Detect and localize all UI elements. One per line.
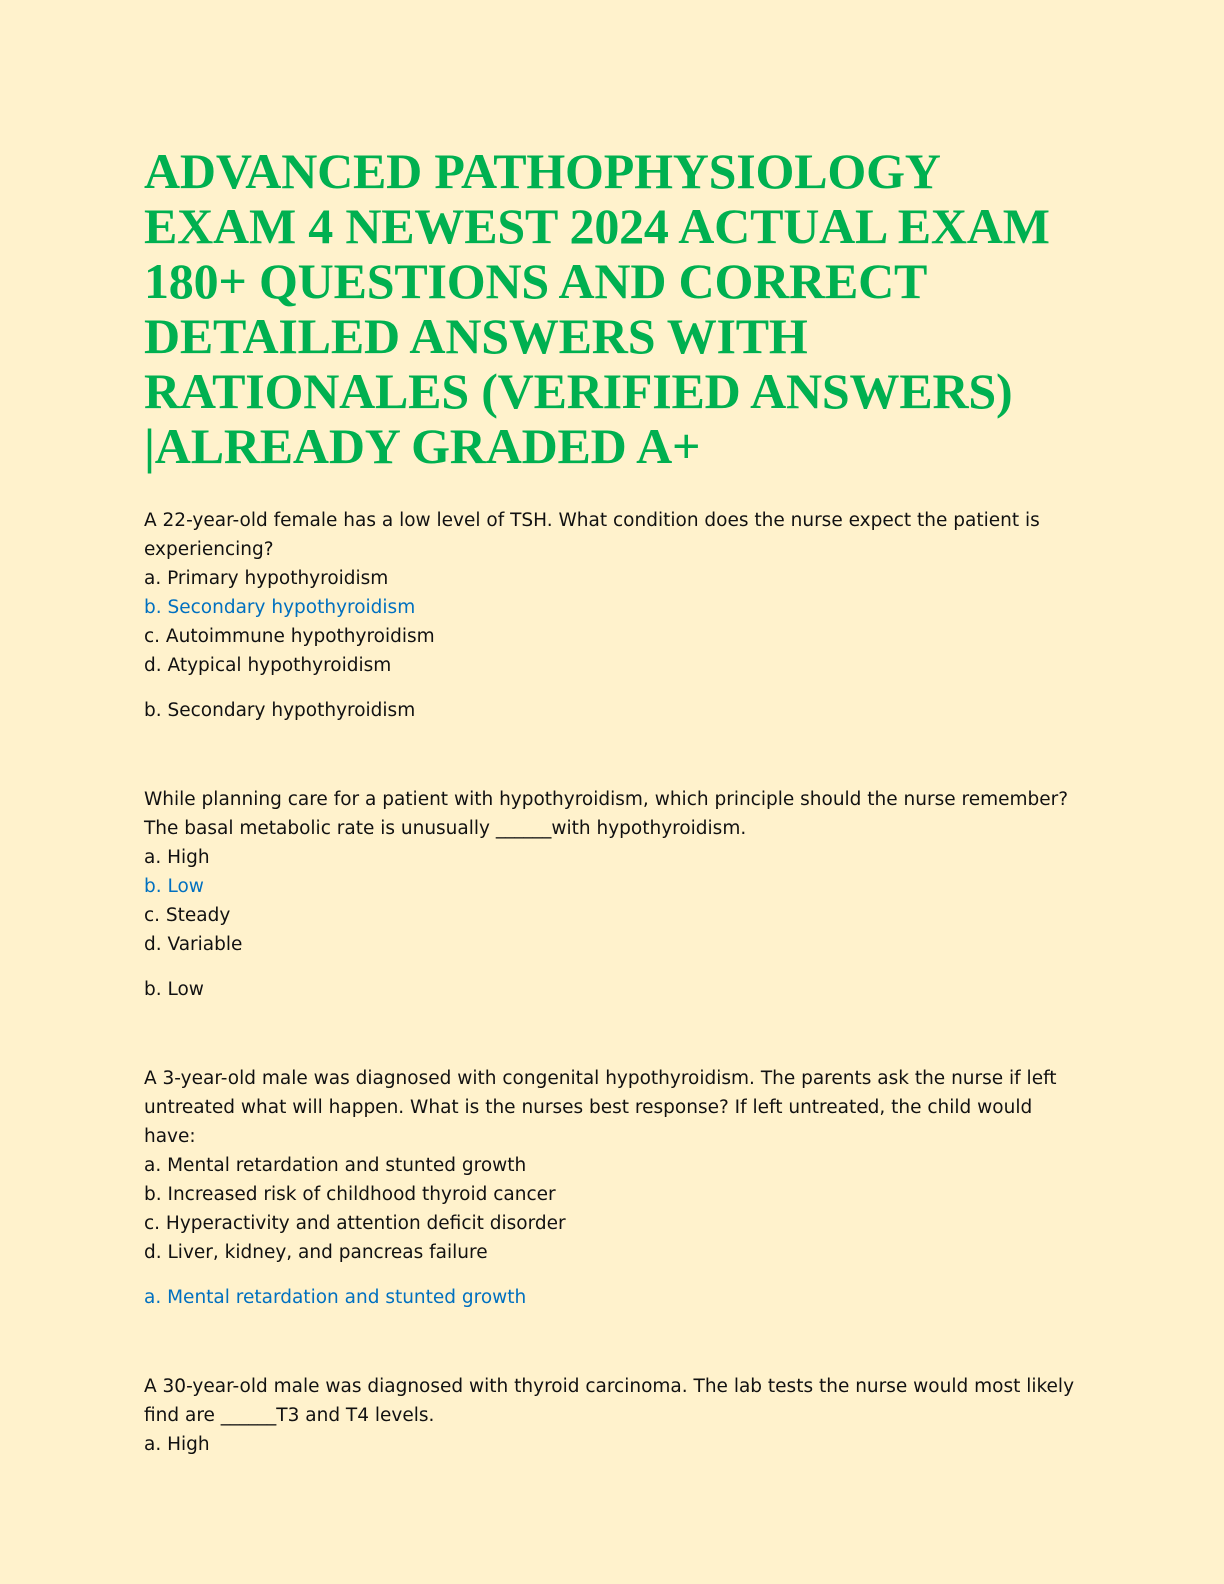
option-b: b. Low [144, 876, 204, 897]
option-a: a. High [144, 1434, 210, 1455]
question-3 [144, 1064, 1084, 1312]
answer-text: b. Secondary hypothyroidism [144, 700, 416, 721]
option-b: b. Secondary hypothyroidism [144, 597, 416, 618]
option-d: d. Liver, kidney, and pancreas failure [144, 1242, 488, 1263]
question-text: A 30-year-old male was diagnosed with thyroid carcinoma. The lab tests the nurse would most likely find are ______T3 and T4 levels. [144, 1376, 1075, 1426]
answer-text: b. Low [144, 979, 204, 1000]
option-c: c. Autoimmune hypothyroidism [144, 626, 435, 647]
question-4 [144, 1372, 1084, 1459]
question-text: While planning care for a patient with hypothyroidism, which principle should the nurse remember? The basal metabolic rate is unusually ______with hypothyroidism. [144, 789, 1069, 839]
option-a: a. Mental retardation and stunted growth [144, 1155, 527, 1176]
option-c: c. Hyperactivity and attention deficit disorder [144, 1213, 566, 1234]
question-text: A 22-year-old female has a low level of TSH. What condition does the nurse expect the patient is experiencing? [144, 510, 1040, 560]
option-d: d. Variable [144, 934, 243, 955]
option-d: d. Atypical hypothyroidism [144, 655, 392, 676]
answer-text: a. Mental retardation and stunted growth [144, 1287, 527, 1308]
option-a: a. High [144, 847, 210, 868]
document-title: ADVANCED PATHOPHYSIOLOGY EXAM 4 NEWEST 2024 ACTUAL EXAM 180+ QUESTIONS AND CORRECT DETAILED ANSWERS WITH RATIONALES (VERIFIED ANSWERS) |ALREADY GRADED A+ [144, 143, 1050, 474]
option-a: a. Primary hypothyroidism [144, 568, 389, 589]
question-text: A 3-year-old male was diagnosed with congenital hypothyroidism. The parents ask the nurse if left untreated what will happen. What is the nurses best response? If left untreated, the child would have: [144, 1068, 1057, 1147]
option-c: c. Steady [144, 905, 231, 926]
question-2 [144, 785, 1084, 1004]
document-page [144, 144, 1084, 1459]
option-b: b. Increased risk of childhood thyroid cancer [144, 1184, 556, 1205]
question-1 [144, 506, 1084, 725]
